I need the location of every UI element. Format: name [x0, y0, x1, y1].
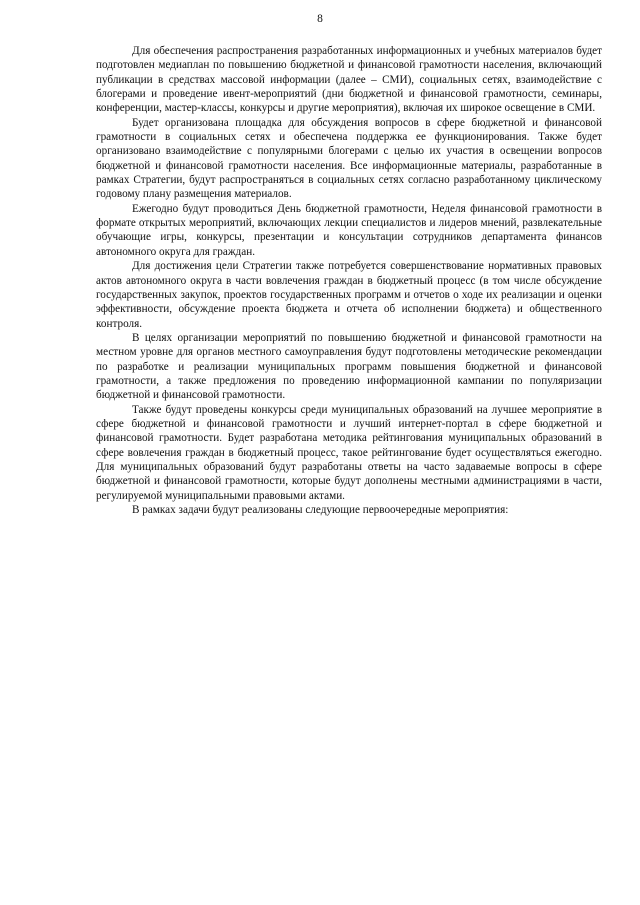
paragraph-social-platform: Будет организована площадка для обсуждения вопросов в сфере бюджетной и финансовой грамотности в социальных сетях и обеспечена поддержка ее функционирования. Также будет организовано взаимодействие с популярными блогерами с целью их участия в освещении вопросов бюджетной и финансовой грамотности населения. Все информационные материалы, разработанные в рамках Стратегии, будут распространяться в социальных сетях согласно разработанному циклическому годовому плану размещения материалов.: [96, 116, 602, 201]
paragraph-priority-measures: В рамках задачи будут реализованы следующие первоочередные мероприятия:: [132, 504, 509, 516]
page-number: 8: [317, 13, 323, 25]
body-text: [96, 44, 602, 517]
paragraph-regulatory-acts: Для достижения цели Стратегии также потребуется совершенствование нормативных правовых актов автономного округа в части вовлечения граждан в бюджетный процесс (в том числе обсуждение государственных закупок, проектов государственных программ и отчетов о ходе их реализации и оценки эффективности, обсуждение проекта бюджета и отчета об исполнении бюджета) и общественного контроля.: [96, 260, 602, 330]
paragraph-media-plan: Для обеспечения распространения разработанных информационных и учебных материалов будет подготовлен медиаплан по повышению бюджетной и финансовой грамотности населения, включающий публикации в средствах массовой информации (далее – СМИ), социальных сетях, взаимодействие с блогерами и проведение ивент-мероприятий (дни бюджетной и финансовой грамотности, семинары, конференции, мастер-классы, конкурсы и другие мероприятия), включая их широкое освещение в СМИ.: [96, 45, 602, 115]
paragraph-annual-events: Ежегодно будут проводиться День бюджетной грамотности, Неделя финансовой грамотности в формате открытых мероприятий, включающих лекции специалистов и лидеров мнений, развлекательные обучающие игры, конкурсы, презентации и консультации сотрудников департамента финансов автономного округа для граждан.: [96, 202, 602, 258]
paragraph-municipal-contests: Также будут проведены конкурсы среди муниципальных образований на лучшее мероприятие в сфере бюджетной и финансовой грамотности и лучший интернет-портал в сфере бюджетной и финансовой грамотности. Будет разработана методика рейтингования муниципальных образований в сфере вовлечения граждан в бюджетный процесс, такое рейтингование будет осуществляться ежегодно. Для муниципальных образований будут разработаны ответы на часто задаваемые вопросы в сфере бюджетной и финансовой грамотности, которые будут дополнены местными администрациями в части, регулируемой муниципальными правовыми актами.: [96, 403, 602, 502]
paragraph-local-level: В целях организации мероприятий по повышению бюджетной и финансовой грамотности на местном уровне для органов местного самоуправления будут подготовлены методические рекомендации по разработке и реализации муниципальных программ повышения бюджетной и финансовой грамотности, а также предложения по проведению информационной кампании по популяризации бюджетной и финансовой грамотности.: [96, 331, 602, 402]
